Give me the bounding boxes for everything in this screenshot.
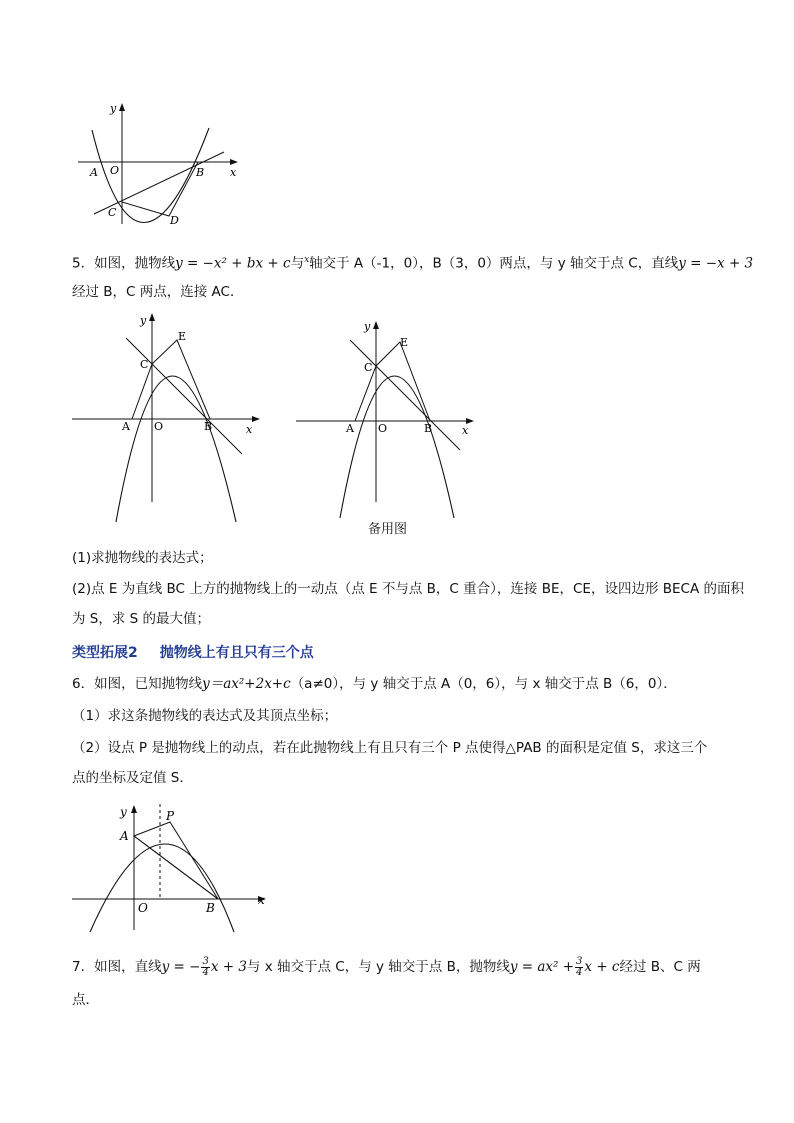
point-label-a: A bbox=[90, 166, 98, 179]
q5b-point-label-b: B bbox=[424, 422, 433, 435]
section-heading-title: 抛物线上有且只有三个点 bbox=[159, 645, 314, 661]
q7-line1: 7．如图，直线y = − $\frac{3}{4}$ x + 3与 x 轴交于点 C，与 y 轴交于点 B，抛物线y = ax² + $\frac{3}{4}$ x + c经过 B、C 两 bbox=[72, 955, 701, 978]
q5-eq-parabola: y = −x² + bx + c bbox=[175, 255, 291, 272]
figure-q5-backup bbox=[294, 318, 479, 518]
q6-point-label-a: A bbox=[120, 829, 129, 843]
q5-axis-label-y: y bbox=[140, 314, 147, 327]
point-label-c: C bbox=[108, 206, 117, 219]
q6-part2-line1: （2）设点 P 是抛物线上的动点，若在此抛物线上有且只有三个 P 点使得△PAB 的面积是定值 S，求这三个 bbox=[72, 740, 708, 756]
q7-frac1: $\frac{3}{4}$ bbox=[202, 955, 209, 978]
q7-line2: 点． bbox=[72, 992, 99, 1008]
section-heading bbox=[72, 642, 314, 662]
q5-part2-line2: 为 S，求 S 的最大值； bbox=[72, 611, 211, 627]
q5-eq-line: y = −x + 3 bbox=[678, 255, 754, 272]
point-label-b: B bbox=[196, 166, 205, 179]
backup-figure-caption: 备用图 bbox=[368, 522, 408, 537]
axis-label-x: x bbox=[230, 166, 237, 179]
q6-point-label-o: O bbox=[138, 901, 148, 915]
section-heading-tag: 类型拓展2 bbox=[72, 645, 138, 661]
figure-parabola-acbd bbox=[74, 100, 244, 230]
q6-point-label-p: P bbox=[166, 809, 175, 823]
q6-axis-label-x: x bbox=[258, 893, 265, 907]
q6-part2-line2: 点的坐标及定值 S． bbox=[72, 770, 193, 786]
q7-frac2: $\frac{3}{4}$ bbox=[576, 955, 583, 978]
q5b-point-label-c: C bbox=[364, 361, 373, 374]
point-label-d: D bbox=[170, 214, 179, 227]
axis-label-y: y bbox=[110, 102, 117, 115]
q6-eq: y＝ax²+2x+c bbox=[202, 676, 291, 692]
q5-line2: 经过 B，C 两点，连接 AC． bbox=[72, 284, 244, 300]
q5-part1: (1)求抛物线的表达式； bbox=[72, 550, 213, 566]
q6-point-label-b: B bbox=[206, 901, 215, 915]
q5-point-label-b: B bbox=[204, 420, 213, 433]
q5-point-label-e: E bbox=[178, 330, 187, 343]
q5-line1: 5．如图，抛物线y = −x² + bx + c与$^x$轴交于 A（-1，0），B（3，0）两点，与 y 轴交于点 C，直线y = −x + 3 bbox=[72, 255, 754, 272]
q5b-point-label-e: E bbox=[400, 336, 409, 349]
q6-part1: （1）求这条抛物线的表达式及其顶点坐标； bbox=[72, 708, 338, 724]
q5-axis-label-x: x bbox=[246, 423, 253, 436]
q5b-axis-label-x: x bbox=[462, 424, 469, 437]
q5b-point-label-o: O bbox=[378, 422, 388, 435]
figure-q6 bbox=[70, 800, 275, 935]
q5b-point-label-a: A bbox=[346, 422, 354, 435]
figure-q5-main bbox=[70, 310, 265, 525]
q5-point-label-a: A bbox=[122, 420, 130, 433]
q5-part2-line1: (2)点 E 为直线 BC 上方的抛物线上的一动点（点 E 不与点 B，C 重合），连接 BE，CE，设四边形 BECA 的面积 bbox=[72, 581, 744, 597]
q5-point-label-o: O bbox=[154, 420, 164, 433]
q6-axis-label-y: y bbox=[120, 805, 127, 819]
q6-line1: 6．如图，已知抛物线y＝ax²+2x+c（a≠0），与 y 轴交于点 A（0，6），与 x 轴交于点 B（6，0）． bbox=[72, 676, 677, 692]
q5b-axis-label-y: y bbox=[364, 320, 371, 333]
point-label-o: O bbox=[110, 164, 120, 177]
q5-point-label-c: C bbox=[140, 358, 149, 371]
